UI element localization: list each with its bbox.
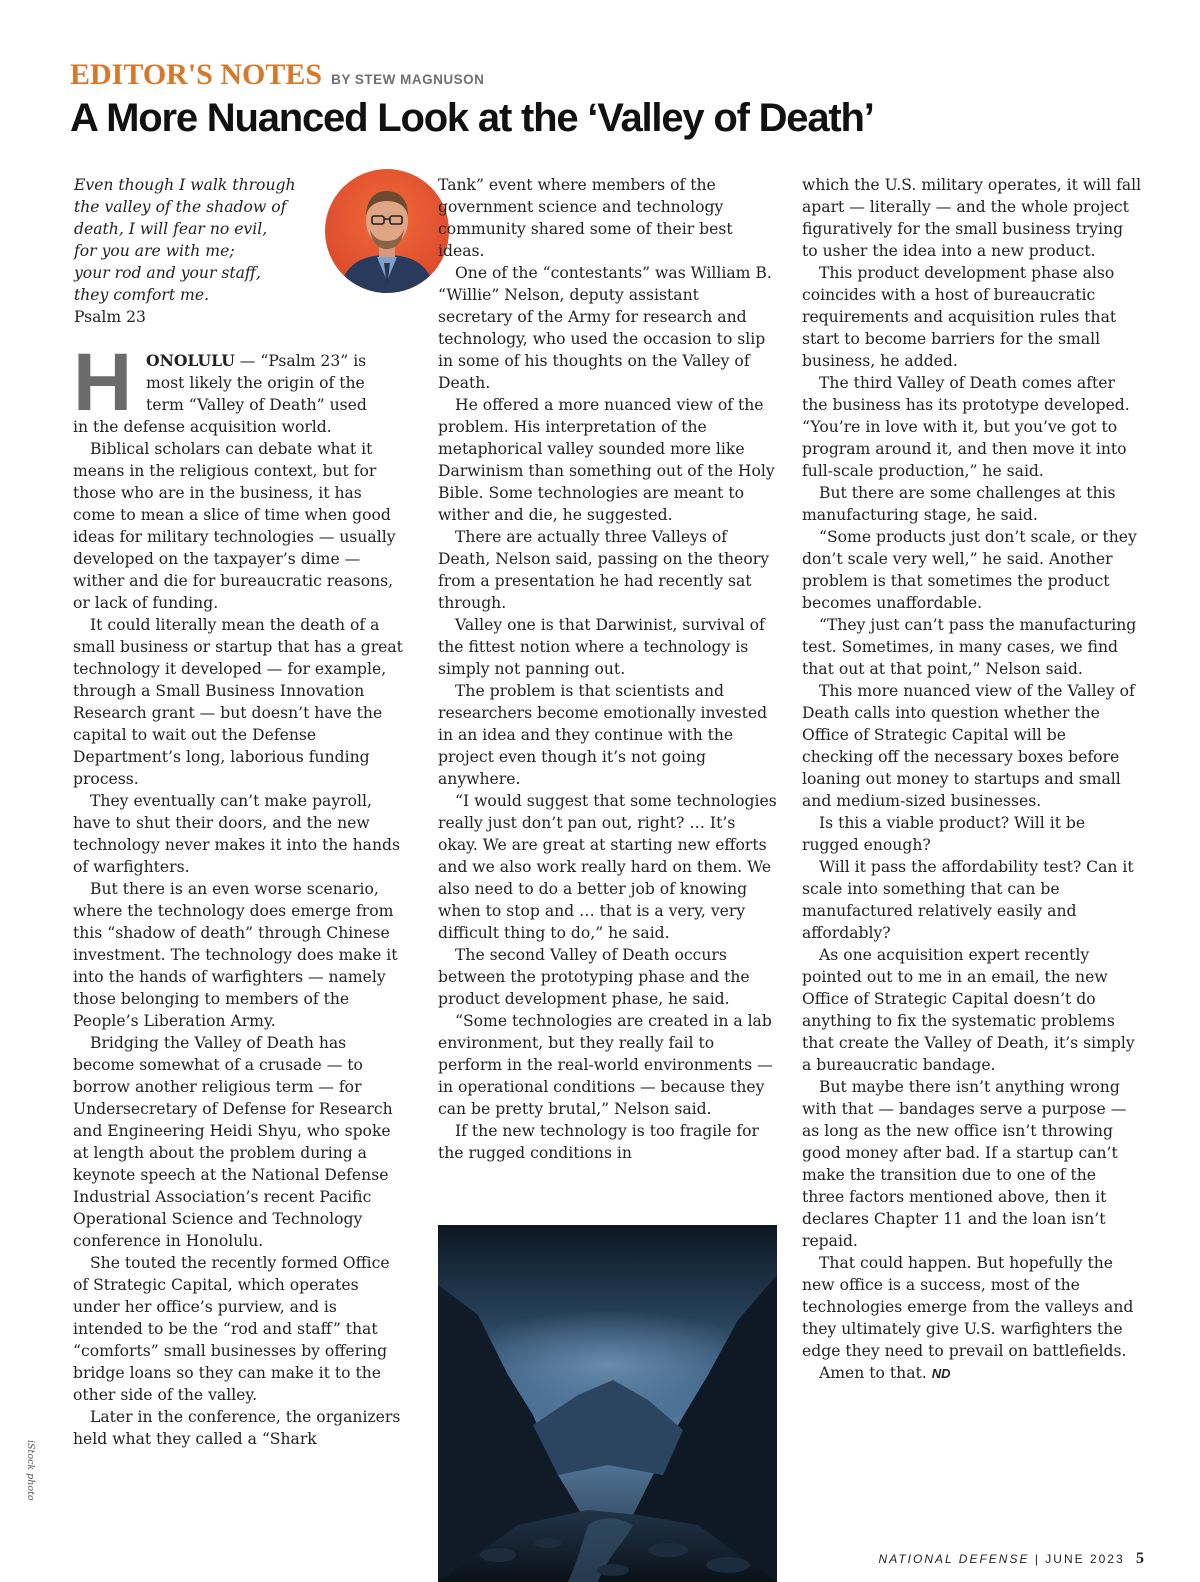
body-paragraph: One of the “contestants” was William B. “Willie” Nelson, deputy assistant secretary of the Army for research and technology, who used the occasion to slip in some of his thoughts on the Valley of Death. xyxy=(438,264,772,392)
epigraph-line: the valley of the shadow of xyxy=(74,198,287,216)
drop-cap-opening xyxy=(73,337,408,438)
closing-text: Amen to that. xyxy=(819,1364,927,1382)
end-mark: ND xyxy=(931,1366,951,1381)
epigraph-line: they comfort me. xyxy=(74,286,210,304)
epigraph-source: Psalm 23 xyxy=(74,308,146,326)
opening-line: most likely the origin of the xyxy=(146,374,365,392)
body-paragraph: But there is an even worse scenario, where the technology does emerge from this “shadow of death” through Chinese investment. The technology does make it into the hands of warfighters — namely those belonging to members of the People’s Liberation Army. xyxy=(73,880,398,1030)
body-paragraph: This more nuanced view of the Valley of Death calls into question whether the Office of Strategic Capital will be checking off the necessary boxes before loaning out money to startups and small and medium-sized businesses. xyxy=(802,682,1135,810)
body-paragraph-continued: which the U.S. military operates, it will fall apart — literally — and the whole project figuratively for the small business trying to usher the idea into a new product. xyxy=(802,176,1142,260)
body-paragraph: They eventually can’t make payroll, have to shut their doors, and the new technology never makes it into the hands of warfighters. xyxy=(73,792,400,876)
valley-photo xyxy=(438,1225,777,1582)
opening-line: term “Valley of Death” used xyxy=(146,396,367,414)
byline: BY STEW MAGNUSON xyxy=(331,72,485,87)
photo-credit xyxy=(22,1440,42,1530)
body-paragraph: The third Valley of Death comes after the business has its prototype developed. “You’re in love with it, but you’ve got to program around it, and then move it into full-scale production,” he said. xyxy=(802,374,1130,480)
article-column-2 xyxy=(438,174,778,1164)
body-paragraph: There are actually three Valleys of Death, Nelson said, passing on the theory from a presentation he had recently sat through. xyxy=(438,528,770,612)
footer-separator: | xyxy=(1034,1552,1040,1566)
body-paragraph: “Some products just don’t scale, or they don’t scale very well,” he said. Another problem is that sometimes the product becomes unaffordable. xyxy=(802,528,1137,612)
dateline: ONOLULU xyxy=(146,351,235,370)
body-paragraph: But there are some challenges at this manufacturing stage, he said. xyxy=(802,484,1116,524)
body-paragraph: That could happen. But hopefully the new office is a success, most of the technologies emerge from the valleys and they ultimately give U.S. warfighters the edge they need to prevail on battlefields. xyxy=(802,1254,1134,1360)
epigraph-line: your rod and your staff, xyxy=(74,264,261,282)
page-number: 5 xyxy=(1136,1550,1144,1567)
issue-date: JUNE 2023 xyxy=(1045,1552,1125,1566)
article-column-3 xyxy=(802,174,1142,1385)
epigraph-line: death, I will fear no evil, xyxy=(74,220,268,238)
body-paragraph: Biblical scholars can debate what it means in the religious context, but for those who are in the business, it has come to mean a slice of time when good ideas for military technologies — usually developed on the taxpayer’s dime — wither and die for bureaucratic reasons, or lack of funding. xyxy=(73,440,396,612)
article-headline: A More Nuanced Look at the ‘Valley of Death’ xyxy=(70,96,874,140)
section-kicker xyxy=(70,58,484,92)
author-portrait xyxy=(325,169,449,293)
body-paragraph: She touted the recently formed Office of Strategic Capital, which operates under her office’s purview, and is intended to be the “rod and staff” that “comforts” small businesses by offering bridge loans so they can make it to the other side of the valley. xyxy=(73,1254,390,1404)
body-paragraph: “Some technologies are created in a lab environment, but they really fail to perform in the real-world environments — in operational conditions — because they can be pretty brutal,” Nelson said. xyxy=(438,1012,773,1118)
body-paragraph: “I would suggest that some technologies really just don’t pan out, right? … It’s okay. We are great at starting new efforts and we also work really hard on them. We also need to do a better job of knowing when to stop and … that is a very, very difficult thing to do,” he said. xyxy=(438,792,777,942)
opening-line: in the defense acquisition world. xyxy=(73,418,332,436)
body-paragraph: He offered a more nuanced view of the problem. His interpretation of the metaphorical valley sounded more like Darwinism than something out of the Holy Bible. Some technologies are meant to wither and die, he suggested. xyxy=(438,396,775,524)
body-paragraph: The problem is that scientists and researchers become emotionally invested in an idea and they continue with the project even though it’s not going anywhere. xyxy=(438,682,768,788)
epigraph-line: for you are with me; xyxy=(74,242,235,260)
body-paragraph: But maybe there isn’t anything wrong with that — bandages serve a purpose — as long as the new office isn’t throwing good money after bad. If a startup can’t make the transition due to one of the three factors mentioned above, then it declares Chapter 11 and the loan isn’t repaid. xyxy=(802,1078,1127,1250)
closing-paragraph xyxy=(802,1362,1142,1385)
body-paragraph: Is this a viable product? Will it be rugged enough? xyxy=(802,814,1086,854)
body-paragraph: “They just can’t pass the manufacturing test. Sometimes, in many cases, we find that out at that point,” Nelson said. xyxy=(802,616,1137,678)
body-paragraph: Will it pass the affordability test? Can it scale into something that can be manufactured relatively easily and affordably? xyxy=(802,858,1134,942)
publication-name: NATIONAL DEFENSE xyxy=(878,1552,1030,1566)
page-footer xyxy=(879,1550,1144,1568)
body-paragraph-continued: Tank” event where members of the government science and technology community shared some of their best ideas. xyxy=(438,176,733,260)
body-paragraph: Valley one is that Darwinist, survival of the fittest notion where a technology is simply not panning out. xyxy=(438,616,765,678)
epigraph xyxy=(74,174,324,328)
body-paragraph: This product development phase also coincides with a host of bureaucratic requirements and acquisition rules that start to become barriers for the small business, he added. xyxy=(802,264,1117,370)
opening-line-rest: — “Psalm 23” is xyxy=(234,352,367,370)
article-column-1 xyxy=(73,337,408,1450)
body-paragraph: Later in the conference, the organizers held what they called a “Shark xyxy=(73,1408,401,1448)
body-paragraph: The second Valley of Death occurs between the prototyping phase and the product development phase, he said. xyxy=(438,946,750,1008)
body-paragraph: As one acquisition expert recently pointed out to me in an email, the new Office of Strategic Capital doesn’t do anything to fix the systematic problems that create the Valley of Death, it’s simply a bureaucratic bandage. xyxy=(802,946,1135,1074)
body-paragraph: If the new technology is too fragile for the rugged conditions in xyxy=(438,1122,760,1162)
body-paragraph: Bridging the Valley of Death has become somewhat of a crusade — to borrow another religious term — for Undersecretary of Defense for Research and Engineering Heidi Shyu, who spoke at length about the problem during a keynote speech at the National Defense Industrial Association’s recent Pacific Operational Science and Technology conference in Honolulu. xyxy=(73,1034,393,1250)
photo-credit-text: iStock photo xyxy=(25,1440,36,1501)
body-paragraph: It could literally mean the death of a small business or startup that has a great technology it developed — for example, through a Small Business Innovation Research grant — but doesn’t have the capital to wait out the Defense Department’s long, laborious funding process. xyxy=(73,616,403,788)
section-label: EDITOR'S NOTES xyxy=(70,58,323,91)
epigraph-line: Even though I walk through xyxy=(74,176,296,194)
drop-cap-letter: H xyxy=(73,337,133,428)
